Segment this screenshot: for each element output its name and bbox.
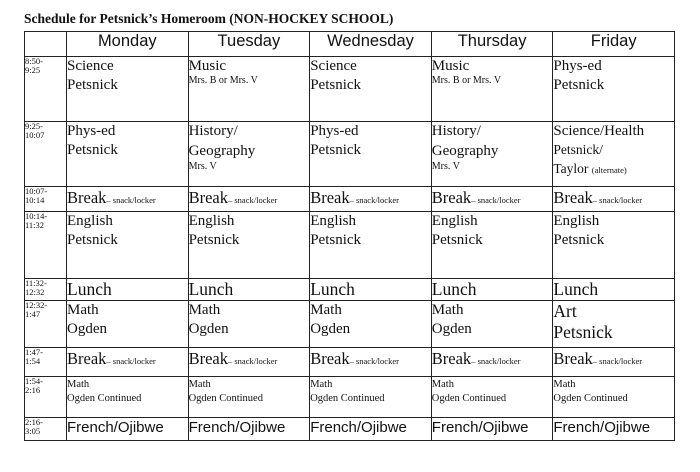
- break-cell: [431, 348, 553, 377]
- lunch-cell: [188, 279, 310, 301]
- subject-label: Science: [310, 58, 357, 74]
- class-cell: [310, 418, 432, 441]
- class-cell: [188, 57, 310, 122]
- class-cell: [310, 57, 432, 122]
- teacher-label: Petsnick/: [553, 142, 603, 157]
- class-cell: [553, 212, 675, 279]
- subject-label: Math: [188, 379, 211, 390]
- time-cell: [25, 377, 67, 418]
- subject-label: Math: [188, 302, 221, 318]
- subject-label: Science: [67, 58, 114, 74]
- break-title: Break: [67, 188, 107, 207]
- header-row: [25, 32, 675, 57]
- break-cell: [188, 348, 310, 377]
- break-note: – snack/locker: [106, 195, 156, 205]
- schedule-row: [25, 57, 675, 122]
- lunch-cell: [67, 279, 189, 301]
- break-label: [553, 188, 642, 207]
- teacher-label-line2: [553, 159, 674, 180]
- break-title: Break: [67, 349, 107, 368]
- break-title: Break: [310, 188, 350, 207]
- class-cell: [553, 377, 675, 418]
- class-cell: [67, 57, 189, 122]
- subject-label: History/: [188, 123, 238, 139]
- subject-label: Math: [310, 302, 342, 318]
- teacher-label: Petsnick: [188, 232, 240, 248]
- break-cell: [67, 348, 189, 377]
- lunch-label: Lunch: [553, 279, 599, 299]
- break-label: [553, 349, 642, 368]
- schedule-row: [25, 212, 675, 279]
- break-note: – snack/locker: [228, 195, 278, 205]
- break-cell: [310, 348, 432, 377]
- break-label: [67, 188, 156, 207]
- class-cell: [67, 212, 189, 279]
- teacher-label: Mrs. B or Mrs. V: [188, 75, 258, 86]
- break-cell: [67, 187, 189, 212]
- subject-label: English: [431, 213, 478, 229]
- subject-label: Math: [431, 302, 464, 318]
- subject-label: Math: [67, 302, 99, 318]
- subject-label: Art: [553, 301, 577, 321]
- subject-label-line2: Geography: [188, 143, 256, 159]
- class-cell: [553, 418, 675, 441]
- schedule-row: [25, 279, 675, 301]
- page-title: Schedule for Petsnick’s Homeroom (NON-HOCKEY SCHOOL): [24, 11, 394, 26]
- teacher-label: Petsnick: [67, 142, 118, 158]
- break-label: [310, 349, 399, 368]
- class-cell: [310, 301, 432, 348]
- subject-label: English: [310, 213, 357, 229]
- time-label: 1:54- 2:16: [25, 376, 43, 395]
- teacher-label: Mrs. B or Mrs. V: [431, 75, 502, 86]
- subject-label: Music: [431, 58, 470, 74]
- subject-label: French/Ojibwe: [431, 419, 529, 436]
- day-header-monday: Monday: [67, 32, 189, 57]
- class-cell: [67, 418, 189, 441]
- break-label: [432, 188, 521, 207]
- time-cell: [25, 187, 67, 212]
- teacher-label: Mrs. V: [431, 161, 460, 172]
- class-cell: [431, 377, 553, 418]
- subject-label: French/Ojibwe: [67, 419, 164, 436]
- schedule-row: [25, 122, 675, 187]
- break-title: Break: [553, 349, 593, 368]
- teacher-label: Petsnick: [431, 232, 483, 248]
- subject-label: Phys-ed: [67, 123, 116, 139]
- class-cell: [67, 122, 189, 187]
- class-cell: [188, 418, 310, 441]
- class-cell: [310, 212, 432, 279]
- class-cell: [431, 418, 553, 441]
- time-label: 10:14- 11:32: [25, 211, 48, 230]
- break-note: – snack/locker: [349, 356, 399, 366]
- lunch-label: Lunch: [188, 279, 234, 299]
- teacher-label: Ogden Continued: [431, 393, 507, 404]
- day-header-thursday: Thursday: [431, 32, 553, 57]
- class-cell: [67, 301, 189, 348]
- break-label: [67, 349, 156, 368]
- time-cell: [25, 57, 67, 122]
- break-cell: [188, 187, 310, 212]
- teacher-label: Ogden Continued: [310, 393, 385, 404]
- subject-label-line2: Geography: [431, 143, 499, 159]
- subject-label: Phys-ed: [310, 123, 359, 139]
- break-note: – snack/locker: [228, 356, 278, 366]
- time-cell: [25, 348, 67, 377]
- day-header-tuesday: Tuesday: [188, 32, 310, 57]
- schedule-row: [25, 418, 675, 441]
- subject-label: Math: [431, 379, 454, 390]
- time-label: 9:25- 10:07: [25, 121, 45, 140]
- break-label: [189, 188, 278, 207]
- subject-label: English: [553, 213, 600, 229]
- lunch-label: Lunch: [431, 279, 477, 299]
- subject-label: Science/Health: [553, 123, 645, 139]
- time-label: 1:47- 1:54: [25, 347, 43, 366]
- break-cell: [553, 348, 675, 377]
- teacher-label: Ogden: [188, 321, 229, 337]
- time-cell: [25, 122, 67, 187]
- schedule-row: [25, 377, 675, 418]
- schedule-table: [24, 31, 675, 441]
- break-cell: [310, 187, 432, 212]
- day-header-wednesday: Wednesday: [310, 32, 432, 57]
- time-label: 12:32- 1:47: [25, 300, 48, 319]
- class-cell: [431, 57, 553, 122]
- schedule-row: [25, 187, 675, 212]
- class-cell: [553, 57, 675, 122]
- break-note: – snack/locker: [349, 195, 399, 205]
- subject-label: French/Ojibwe: [553, 419, 651, 436]
- subject-label: English: [67, 213, 113, 229]
- class-cell: [188, 212, 310, 279]
- lunch-cell: [431, 279, 553, 301]
- subject-label: Phys-ed: [553, 58, 602, 74]
- alternate-note: (alternate): [591, 165, 627, 175]
- class-cell: [431, 212, 553, 279]
- teacher-label: Petsnick: [67, 232, 118, 248]
- class-cell: [431, 122, 553, 187]
- break-title: Break: [188, 349, 228, 368]
- lunch-cell: [310, 279, 432, 301]
- break-title: Break: [431, 188, 472, 207]
- class-cell: [188, 122, 310, 187]
- teacher-label: Ogden: [310, 321, 351, 337]
- break-title: Break: [188, 188, 228, 207]
- subject-label: Math: [553, 379, 576, 390]
- teacher-name: Taylor: [553, 161, 589, 176]
- break-note: – snack/locker: [592, 356, 643, 366]
- break-note: – snack/locker: [592, 195, 643, 205]
- teacher-label: Petsnick: [553, 232, 605, 248]
- break-label: [310, 188, 399, 207]
- time-label: 2:16- 3:05: [25, 417, 43, 436]
- break-label: [432, 349, 521, 368]
- teacher-label: Ogden Continued: [553, 393, 628, 404]
- subject-label: English: [188, 213, 235, 229]
- subject-label: Math: [310, 379, 333, 390]
- class-cell: [553, 301, 675, 348]
- time-cell: [25, 279, 67, 301]
- class-cell: [67, 377, 189, 418]
- teacher-label: Petsnick: [310, 77, 362, 93]
- teacher-label: Petsnick: [553, 322, 613, 342]
- subject-label: History/: [431, 123, 481, 139]
- break-note: – snack/locker: [106, 356, 156, 366]
- time-cell: [25, 301, 67, 348]
- class-cell: [310, 377, 432, 418]
- break-note: – snack/locker: [471, 195, 521, 205]
- time-label: 10:07- 10:14: [25, 186, 48, 205]
- teacher-label: Petsnick: [310, 232, 362, 248]
- break-title: Break: [431, 349, 472, 368]
- class-cell: [188, 377, 310, 418]
- lunch-label: Lunch: [310, 279, 355, 299]
- teacher-label: Ogden Continued: [188, 393, 263, 404]
- subject-label: French/Ojibwe: [188, 419, 286, 436]
- time-label: 8:50- 9:25: [25, 56, 43, 75]
- break-cell: [553, 187, 675, 212]
- time-label: 11:32- 12:32: [25, 278, 47, 297]
- day-header-friday: Friday: [553, 32, 675, 57]
- subject-label: French/Ojibwe: [310, 419, 407, 436]
- break-note: – snack/locker: [471, 356, 521, 366]
- teacher-label: Petsnick: [553, 77, 605, 93]
- break-cell: [431, 187, 553, 212]
- class-cell: [188, 301, 310, 348]
- teacher-label: Petsnick: [67, 77, 118, 93]
- teacher-label: Ogden: [67, 321, 107, 337]
- subject-label: Math: [67, 379, 90, 390]
- schedule-row: [25, 348, 675, 377]
- class-cell: [553, 122, 675, 187]
- teacher-label: Ogden: [431, 321, 472, 337]
- subject-label: Music: [188, 58, 227, 74]
- schedule-row: [25, 301, 675, 348]
- class-cell: [310, 122, 432, 187]
- teacher-label: Petsnick: [310, 142, 362, 158]
- class-cell: [431, 301, 553, 348]
- time-cell: [25, 418, 67, 441]
- lunch-cell: [553, 279, 675, 301]
- corner-cell: [25, 32, 67, 57]
- break-title: Break: [310, 349, 350, 368]
- teacher-label: Ogden Continued: [67, 393, 142, 404]
- time-cell: [25, 212, 67, 279]
- lunch-label: Lunch: [67, 279, 112, 299]
- break-label: [189, 349, 278, 368]
- teacher-label: Mrs. V: [188, 161, 217, 172]
- break-title: Break: [553, 188, 593, 207]
